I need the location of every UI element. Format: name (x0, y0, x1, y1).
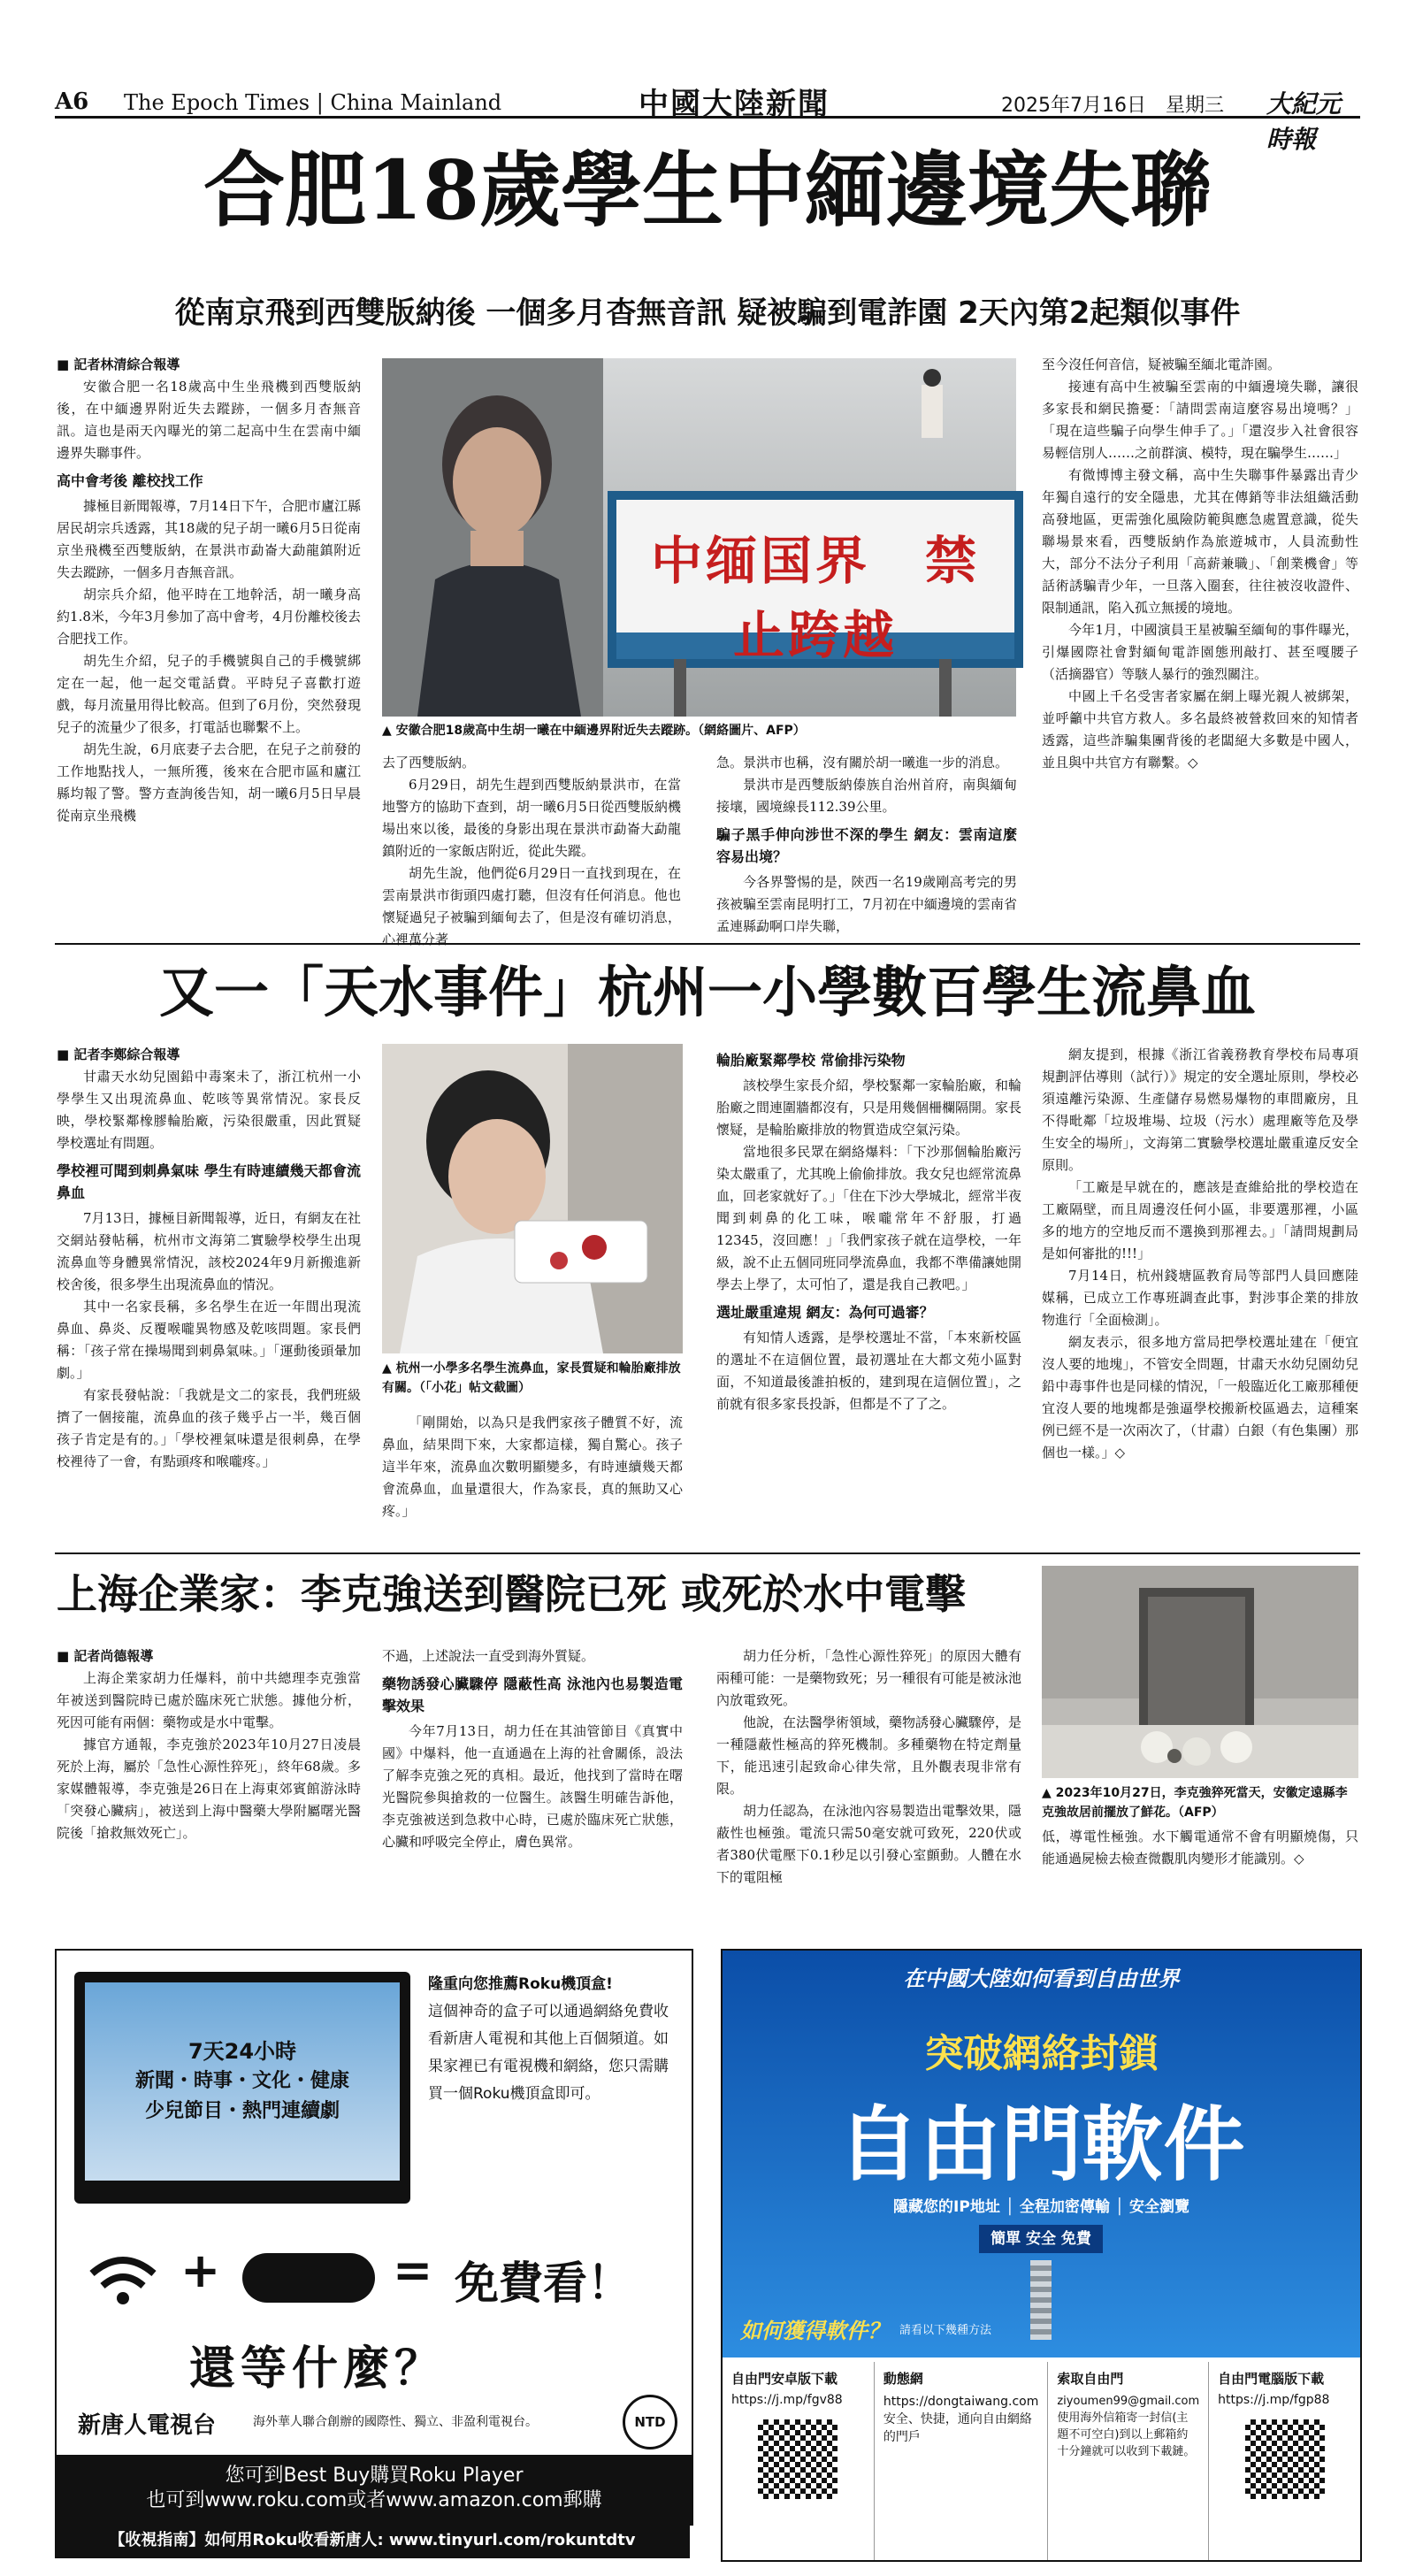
ntd-brand-desc: 海外華人聯合創辦的國際性、獨立、非盈利電視台。 (253, 2415, 538, 2429)
article-paragraph: 去了西雙版納。 (382, 755, 476, 770)
article2-photo-caption: ▲ 杭州一小學多名學生流鼻血，家長質疑和輪胎廠排放有關。（「小花」帖文截圖） (382, 1361, 681, 1395)
article1-byline: ■ 記者林清綜合報導 (57, 356, 180, 372)
article-paragraph: 據官方通報，李克強於2023年10月27日凌晨死於上海，屬於「急性心源性猝死」，終年68歲。多家媒體報導，李克強是26日在上海東郊賓館游泳時「突發心臟病」，被送到上海中醫藥大學附屬曙光醫院後「搶救無效死亡」。 (57, 1736, 361, 1841)
freegate-tagline: 簡單 安全 免費 (979, 2225, 1103, 2253)
page-header (55, 85, 1360, 154)
tv-line3: 少兒節目・熱門連續劇 (144, 2100, 340, 2122)
article3-byline: ■ 記者尚德報導 (57, 1648, 154, 1664)
wifi-icon (83, 2247, 163, 2309)
article-paragraph: 今年1月，中國演員王星被騙至緬甸的事件曝光，引爆國際社會對緬甸電詐園態刑敲打、甚至嘎腰子（活摘器官）等駭人暴行的強烈關注。 (1042, 622, 1358, 682)
section-title: 中國大陸新聞 (639, 87, 830, 122)
article-paragraph: 「剛開始，以為只是我們家孩子體質不好，流鼻血，結果問下來，大家都這樣，獨自驚心。孩子這半年來，流鼻血次數明顯變多，有時連續幾天都會流鼻血，血量還很大，作為家長，真的無助又心疼。」 (382, 1414, 683, 1519)
article-paragraph: 胡先生說，6月底妻子去合肥，在兒子之前發的工作地點找人，一無所獲，後來在合肥市區和廬江縣均報了警。警方查詢後告知，胡一曦6月5日早晨從南京坐飛機 (57, 741, 361, 824)
qr-code-icon (758, 2419, 838, 2499)
article2-col1 (57, 1044, 361, 1548)
freegate-how-to: 如何獲得軟件？ (740, 2319, 889, 2343)
ntd-logo: NTD (623, 2395, 677, 2450)
roku-footer-line2: 也可到www.roku.com或者www.amazon.com郵購 (146, 2489, 602, 2511)
article-paragraph: 上海企業家胡力任爆料，前中共總理李克強當年被送到醫院時已處於臨床死亡狀態。據他分析，死因可能有兩個：藥物或是水中電擊。 (57, 1670, 361, 1730)
article3-col2 (382, 1645, 683, 1937)
article-paragraph: 急。景洪市也稱，沒有關於胡一曦進一步的消息。 (716, 755, 1009, 770)
article-paragraph: 中國上千名受害者家屬在網上曝光親人被綁架，並呼籲中共官方救人。多名最終被營救回來的知情者透露，這些詐騙集團背後的老闆絕大多數是中國人，並且與中共官方有聯繫。◇ (1042, 688, 1358, 770)
article-paragraph: 接連有高中生被騙至雲南的中緬邊境失聯，讓很多家長和網民擔憂：「請問雲南這麼容易出境嗎？」「現在這些騙子向學生伸手了。」「還沒步入社會很容易輕信別人……之前群演、模特，現在騙學生……」 (1042, 379, 1358, 461)
article1-col1 (57, 354, 361, 938)
article3-col1 (57, 1645, 361, 1937)
article1-col3 (716, 752, 1017, 938)
ntd-brand-name: 新唐人電視台 (78, 2412, 217, 2439)
method-text[interactable]: https://dongtaiwang.com 安全、快捷，通向自由網絡的門戶 (883, 2395, 1039, 2444)
tv-illustration (74, 1972, 410, 2204)
roku-footer (57, 2455, 692, 2526)
roku-intro-text: 這個神奇的盒子可以通過網絡免費收看新唐人電視和其他上百個頻道。如果家裡已有電視機和網絡，您只需購買一個Roku機頂盒即可。 (428, 2003, 669, 2103)
article-subhead: 騙子黑手伸向涉世不深的學生 網友：雲南這麼容易出境？ (716, 826, 1017, 865)
article-paragraph: 當地很多民眾在網絡爆料：「下沙那個輪胎廠污染太嚴重了，尤其晚上偷偷排放。我女兒也經常流鼻血，回老家就好了。」「住在下沙大學城北，經常半夜聞到刺鼻的化工味，喉嚨常年不舒服，打過12345，沒回應！」「我們家孩子就在這學校，一年級，說不止五個同班同學流鼻血，我都不準備讓她開學去上學了，太可怕了，還是我自己教吧。」 (716, 1144, 1022, 1292)
article-paragraph: 有知情人透露，是學校選址不當，「本來新校區的選址不在這個位置，最初選址在大都文苑小區對面，不知道最後誰拍板的，建到現在這個位置」，之前就有很多家長投訴，但都是不了了之。 (716, 1330, 1021, 1412)
article-paragraph: 有微博博主發文稱，高中生失聯事件暴露出青少年獨自遠行的安全隱患，尤其在傳銷等非法組織活動高發地區，更需強化風險防範與應急處置意識，從失聯場景來看，西雙版納作為旅遊城市，人員流動性大，部分不法分子利用「高薪兼職」、「創業機會」等話術誘騙青少年，一旦落入圈套，往往被沒收證件、限制通訊，陷入孤立無援的境地。 (1042, 467, 1358, 616)
article2-byline: ■ 記者李鄭綜合報導 (57, 1046, 180, 1062)
article-paragraph: 景洪市是西雙版納傣族自治州首府，南與緬甸接壤，國境線長112.39公里。 (716, 777, 1017, 815)
article-subhead: 學校裡可聞到刺鼻氣味 學生有時連續幾天都會流鼻血 (57, 1162, 361, 1201)
article-paragraph: 7月13日，據極目新聞報導，近日，有網友在社交網站發帖稱，杭州市文海第二實驗學校學生出現流鼻血等身體異常情況，該校2024年9月新搬進新校舍後，很多學生出現流鼻血的情況。 (57, 1210, 361, 1292)
article2-headline: 又一「天水事件」杭州一小學數百學生流鼻血 (158, 960, 1256, 1024)
freegate-advertisement (721, 1949, 1362, 2562)
article-subhead: 藥物誘發心臟驟停 隱蔽性高 泳池內也易製造電擊效果 (382, 1675, 683, 1714)
article-paragraph: 網友表示，很多地方當局把學校選址建在「便宜沒人要的地塊」，不管安全問題，甘肅天水幼兒園幼兒鉛中毒事件也是同樣的情況，「一般臨近化工廠那種便宜沒人要的地塊都是強逼學校搬新校區過去，這種案例已經不是一次兩次了，（甘肅）白銀（有色集團）那個也一樣。」◇ (1042, 1334, 1358, 1460)
article3-photo-caption: ▲ 2023年10月27日，李克強猝死當天，安徽定遠縣李克強故居前擺放了鮮花。（AFP） (1042, 1786, 1348, 1820)
article-paragraph: 胡力任分析，「急性心源性猝死」的原因大體有兩種可能：一是藥物致死；另一種很有可能是被泳池內放電致死。 (716, 1648, 1022, 1708)
method-text[interactable]: https://j.mp/fgv88 (731, 2393, 843, 2407)
article-paragraph: 6月29日，胡先生趕到西雙版納景洪市，在當地警方的協助下查到，胡一曦6月5日從西雙版納機場出來以後，最後的身影出現在景洪市勐崙大勐龍鎮附近的一家飯店附近，從此失蹤。 (382, 777, 681, 859)
article-paragraph: 胡先生介紹，兒子的手機號與自己的手機號綁定在一起，他一起交電話費。平時兒子喜歡打遊戲，每月流量用得比較高。但到了6月份，突然發現兒子的流量少了很多，打電話也聯繫不上。 (57, 653, 361, 735)
article-paragraph: 胡先生說，他們從6月29日一直找到現在，在雲南景洪市街頭四處打聽，但沒有任何消息。他也懷疑過兒子被騙到緬甸去了，但是沒有確切消息，心裡萬分著 (382, 865, 681, 947)
equals-sign-icon: = (393, 2242, 433, 2298)
method-text[interactable]: ziyoumen99@gmail.com 使用海外信箱寄一封信(主題不可空白)到以上郵箱約十分鐘就可以收到下載鏈。 (1057, 2395, 1200, 2458)
article-paragraph: 網友提到，根據《浙江省義務教育學校布局專項規劃評估導則（試行）》規定的安全選址原則，學校必須遠離污染源、生產儲存易燃易爆物的車間廠房，且不得毗鄰「垃圾堆場、垃圾（污水）處理廠等危及學生安全的場所」，文海第二實驗學校選址嚴重違反安全原則。 (1042, 1046, 1358, 1173)
article1-subheadline: 從南京飛到西雙版納後 一個多月杳無音訊 疑被騙到電詐園 2天內第2起類似事件 (174, 295, 1241, 331)
article-paragraph: 至今沒任何音信，疑被騙至緬北電詐園。 (1042, 356, 1281, 372)
nosebleed-illustration (382, 1044, 683, 1353)
article1-photo (382, 358, 1016, 717)
section-divider (55, 943, 1360, 945)
article-paragraph: 其中一名家長稱，多名學生在近一年間出現流鼻血、鼻炎、反覆喉嚨異物感及乾咳問題。家長們稱：「孩子常在操場聞到刺鼻氣味。」「運動後頭暈加劇。」 (57, 1299, 361, 1381)
freegate-methods (723, 2362, 1360, 2560)
roku-guide: 【收視指南】如何用Roku收看新唐人: www.tinyurl.com/rokuntdtv (55, 2523, 690, 2558)
flowers-doorway-illustration (1042, 1566, 1358, 1778)
method-title: 自由門安卓版下載 (731, 2371, 838, 2387)
tv-line2: 新聞・時事・文化・健康 (134, 2070, 349, 2092)
article1-headline: 合肥18歲學生中緬邊境失聯 (203, 142, 1212, 238)
freegate-how-to-note: 請看以下幾種方法 (899, 2324, 992, 2337)
article-paragraph: 有家長發帖說：「我就是文二的家長，我們班級擠了一個接龍，流鼻血的孩子幾乎占一半，幾百個孩子肯定是有的。」「學校裡氣味還是很刺鼻，在學校裡待了一會，有點頭疼和喉嚨疼。」 (57, 1387, 361, 1469)
article-paragraph: 據極目新聞報導，7月14日下午，合肥市廬江縣居民胡宗兵透露，其18歲的兒子胡一曦6月5日從南京坐飛機至西雙版納，在景洪市勐崙大勐龍鎮附近失去蹤跡，一個多月杳無音訊。 (57, 498, 361, 580)
freegate-title2: 自由門軟件 (838, 2097, 1245, 2192)
article-subhead: 輪胎廠緊鄰學校 常偷排污染物 (716, 1052, 906, 1069)
freegate-method-pc (1209, 2362, 1360, 2560)
freegate-method-email (1048, 2362, 1209, 2560)
article-paragraph: 7月14日，杭州錢塘區教育局等部門人員回應陸媒稱，已成立工作專班調查此事，對涉事企業的排放物進行「全面檢測」。 (1042, 1268, 1358, 1328)
article-paragraph: 胡宗兵介紹，他平時在工地幹活，胡一曦身高約1.8米，今年3月參加了高中會考，4月份離校後去合肥找工作。 (57, 586, 361, 647)
freegate-method-dongtaiwang (875, 2362, 1049, 2560)
article3-headline: 上海企業家：李克強送到醫院已死 或死於水中電擊 (57, 1570, 967, 1618)
roku-footer-line1: 您可到Best Buy購買Roku Player (225, 2465, 524, 2487)
freegate-banner: 在中國大陸如何看到自由世界 (903, 1966, 1180, 1991)
article2-col2 (382, 1412, 683, 1548)
article1-photo-caption: ▲ 安徽合肥18歲高中生胡一曦在中緬邊界附近失去蹤跡。（網絡圖片、AFP） (382, 724, 806, 738)
method-title: 動態網 (883, 2371, 923, 2387)
article2-col3 (716, 1044, 1021, 1548)
article-paragraph: 該校學生家長介紹，學校緊鄰一家輪胎廠，和輪胎廠之間連圍牆都沒有，只是用幾個柵欄隔開。家長懷疑，是輪胎廠排放的物質造成空氣污染。 (716, 1077, 1022, 1138)
publication-name: The Epoch Times | China Mainland (124, 90, 502, 115)
article-subhead: 高中會考後 離校找工作 (57, 472, 203, 489)
article3-col3 (716, 1645, 1021, 1937)
article3-col4 (1042, 1826, 1358, 1914)
article2-col4 (1042, 1044, 1358, 1548)
article3-photo (1042, 1566, 1358, 1778)
freegate-title1: 突破網絡封鎖 (924, 2031, 1159, 2076)
issue-date: 2025年7月16日 星期三 (1001, 95, 1224, 117)
tv-line1: 7天24小時 (187, 2039, 297, 2064)
freegate-method-android (723, 2362, 875, 2560)
article-subhead: 選址嚴重違規 網友：為何可過審？ (716, 1304, 934, 1321)
plus-sign-icon: + (180, 2242, 221, 2298)
method-text[interactable]: https://j.mp/fgp88 (1218, 2393, 1330, 2407)
article2-photo (382, 1044, 683, 1353)
zipper-icon (1006, 2260, 1076, 2340)
article-paragraph: 「工廠是早就在的，應該是查維給批的學校造在工廠隔壁，而且周邊沒任何小區，非要選那裡，小區多的地方的空地反而不選換到那裡去。」「請問規劃局是如何審批的!!!」 (1042, 1179, 1358, 1261)
article-paragraph: 胡力任認為，在泳池內容易製造出電擊效果，隱蔽性也極強。電流只需50毫安就可致死，220伏或者380伏電壓下0.1秒足以引發心室顫動。人體在水下的電阻極 (716, 1803, 1022, 1885)
article1-col2 (382, 752, 681, 947)
free-label: 免費看！ (455, 2258, 631, 2309)
roku-equation (83, 2242, 667, 2313)
method-title: 自由門電腦版下載 (1218, 2371, 1325, 2387)
roku-box-icon (242, 2253, 375, 2303)
article-paragraph: 今年7月13日，胡力任在其油管節目《真實中國》中爆料，他一直通過在上海的社會關係，設法了解李克強之死的真相。最近，他找到了當時在曙光醫院參與搶救的一位醫生。該醫生明確告訴他，李克強被送到急救中心時，已處於臨床死亡狀態，心臟和呼吸完全停止，膚色異常。 (382, 1723, 683, 1850)
masthead-logo: 大紀元時報 (1266, 89, 1342, 154)
article-paragraph: 他說，在法醫學術領域，藥物誘發心臟驟停，是一種隱蔽性極高的猝死機制。多種藥物在特定劑量下，能迅速引起致命心律失常，且外觀表現非常有限。 (716, 1714, 1022, 1797)
photo-sign-text: 中缅国界 禁止跨越 (650, 531, 980, 665)
article-paragraph: 今各界警惕的是，陝西一名19歲剛高考完的男孩被騙至雲南昆明打工，7月初在中緬邊境的雲南省孟連縣勐啊口岸失聯， (716, 874, 1017, 934)
section-divider (55, 1552, 1360, 1554)
roku-intro-title: 隆重向您推薦Roku機頂盒! (428, 1975, 613, 1993)
roku-advertisement (55, 1949, 693, 2526)
article-paragraph: 不過，上述說法一直受到海外質疑。 (382, 1648, 595, 1664)
article-paragraph: 安徽合肥一名18歲高中生坐飛機到西雙版納後，在中緬邊界附近失去蹤跡，一個多月杳無音訊。這也是兩天內曝光的第二起高中生在雲南中緬邊界失聯事件。 (57, 379, 361, 461)
qr-code-icon (1245, 2419, 1325, 2499)
article-paragraph: 甘肅天水幼兒園鉛中毒案未了，浙江杭州一小學學生又出現流鼻血、乾咳等異常情況。家長反映，學校緊鄰橡膠輪胎廠，污染很嚴重，因此質疑學校選址有問題。 (57, 1069, 361, 1151)
method-title: 索取自由門 (1057, 2371, 1124, 2387)
freegate-features: 隱藏您的IP地址 │ 全程加密傳輸 │ 安全瀏覽 (893, 2198, 1189, 2216)
article1-col4 (1042, 354, 1358, 938)
roku-slogan: 還等什麼？ (189, 2342, 447, 2396)
article-paragraph: 低，導電性極強。水下觸電通常不會有明顯燒傷，只能通過屍檢去檢查微觀肌肉變形才能識別。◇ (1042, 1828, 1358, 1867)
page-number: A6 (55, 88, 89, 115)
